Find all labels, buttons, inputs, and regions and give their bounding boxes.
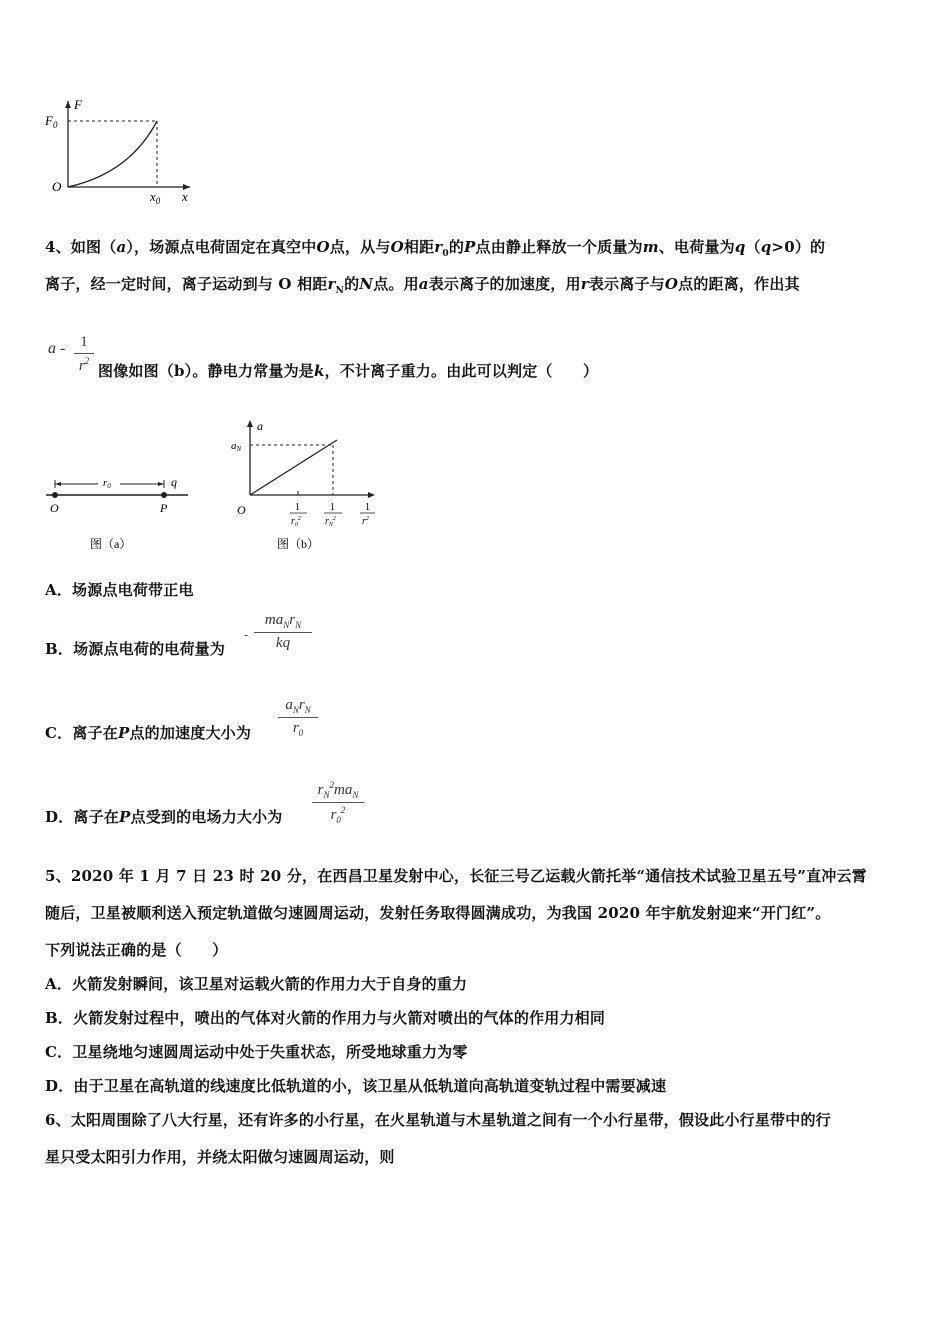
q6-line-2: 星只受太阳引力作用，并绕太阳做匀速圆周运动，则 — [45, 1148, 395, 1166]
svg-text:1: 1 — [365, 502, 370, 513]
q4-option-a: A．场源点电荷带正电 — [45, 581, 194, 599]
svg-text:r2: $r^2$ — [362, 516, 369, 527]
a-vs-inverse-r2-expression: a - — [48, 340, 66, 357]
option-d-fraction: $r_N^2ma_N$ $r_0^2$ — [312, 780, 364, 825]
q6-line-1: 6、太阳周围除了八大行星，还有许多的小行星，在火星轨道与木星轨道之间有一个小行星带，假设此小行星带中的行 — [45, 1111, 831, 1129]
point-o-label: O — [50, 501, 59, 515]
figure-a — [40, 470, 200, 555]
q4-line-1: 4、如图（a），场源点电荷固定在真空中O点，从与O相距$r_0$的P点由静止释放一个质量为m、电荷量为q（q>0）的 — [45, 238, 826, 259]
origin-label: O — [52, 179, 62, 194]
q5-option-b: B．火箭发射过程中，喷出的气体对火箭的作用力与火箭对喷出的气体的作用力相同 — [45, 1009, 606, 1027]
svg-text:F0: $F_0$ — [45, 113, 58, 130]
q5-line-1: 5、2020 年 1 月 7 日 23 时 20 分，在西昌卫星发射中心，长征三号乙运载火箭托举“通信技术试验卫星五号”直冲云霄 — [45, 867, 867, 885]
q5-option-d: D．由于卫星在高轨道的线速度比低轨道的小，该卫星从低轨道向高轨道变轨过程中需要减速 — [45, 1077, 667, 1095]
figure-a-caption: 图（a） — [90, 537, 132, 551]
q5-line-2: 随后，卫星被顺利送入预定轨道做匀速圆周运动，发射任务取得圆满成功，为我国 2020 年宇航发射迎来“开门红”。 — [45, 904, 831, 922]
svg-text:aN: aN — [231, 440, 242, 453]
svg-text:r02: $r_0^2$ — [291, 516, 301, 528]
svg-text:1: 1 — [330, 502, 335, 513]
a-axis-label: a — [257, 419, 263, 433]
q5-line-3: 下列说法正确的是（ ） — [45, 941, 228, 959]
svg-text:rN2: $r_N^2$ — [325, 516, 336, 528]
origin-o-label: O — [237, 503, 246, 517]
point-p-label: P — [160, 501, 168, 515]
figure-b — [225, 418, 390, 558]
svg-text:x0: $x_0$ — [150, 189, 161, 205]
acceleration-line — [250, 440, 337, 495]
q4-option-b: B．场源点电荷的电荷量为 — [45, 640, 226, 658]
q4-line-3: 图像如图（b）。静电力常量为是k，不计离子重力。由此可以判定（ ） — [98, 362, 599, 380]
charge-q-label: q — [171, 475, 177, 489]
q4-option-c: C．离子在P点的加速度大小为 — [45, 724, 252, 742]
q5-option-c: C．卫星绕地匀速圆周运动中处于失重状态，所受地球重力为零 — [45, 1043, 468, 1061]
svg-text:r0: r0 — [103, 477, 111, 490]
q4-line-2: 离子，经一定时间，离子运动到与 O 相距$r_N$的N点。用a表示离子的加速度，用r表示离子与O点的距离，作出其 — [45, 275, 800, 296]
force-curve — [68, 121, 157, 187]
option-c-fraction: $a_Nr_N$ $r_0$ — [278, 697, 318, 738]
svg-text:1: 1 — [295, 502, 300, 513]
f-axis-label: F — [74, 97, 82, 112]
figure-b-caption: 图（b） — [277, 537, 320, 551]
q5-option-a: A．火箭发射瞬间，该卫星对运载火箭的作用力大于自身的重力 — [45, 975, 468, 993]
force-displacement-graph — [40, 95, 200, 205]
option-b-fraction: $ma_Nr_N$ kq — [254, 612, 312, 652]
x-axis-label: x — [182, 189, 188, 204]
inverse-r2-fraction: 1 $r^2$ — [74, 334, 94, 375]
option-b-minus: - — [244, 628, 249, 642]
q4-option-d: D．离子在P点受到的电场力大小为 — [45, 808, 283, 826]
